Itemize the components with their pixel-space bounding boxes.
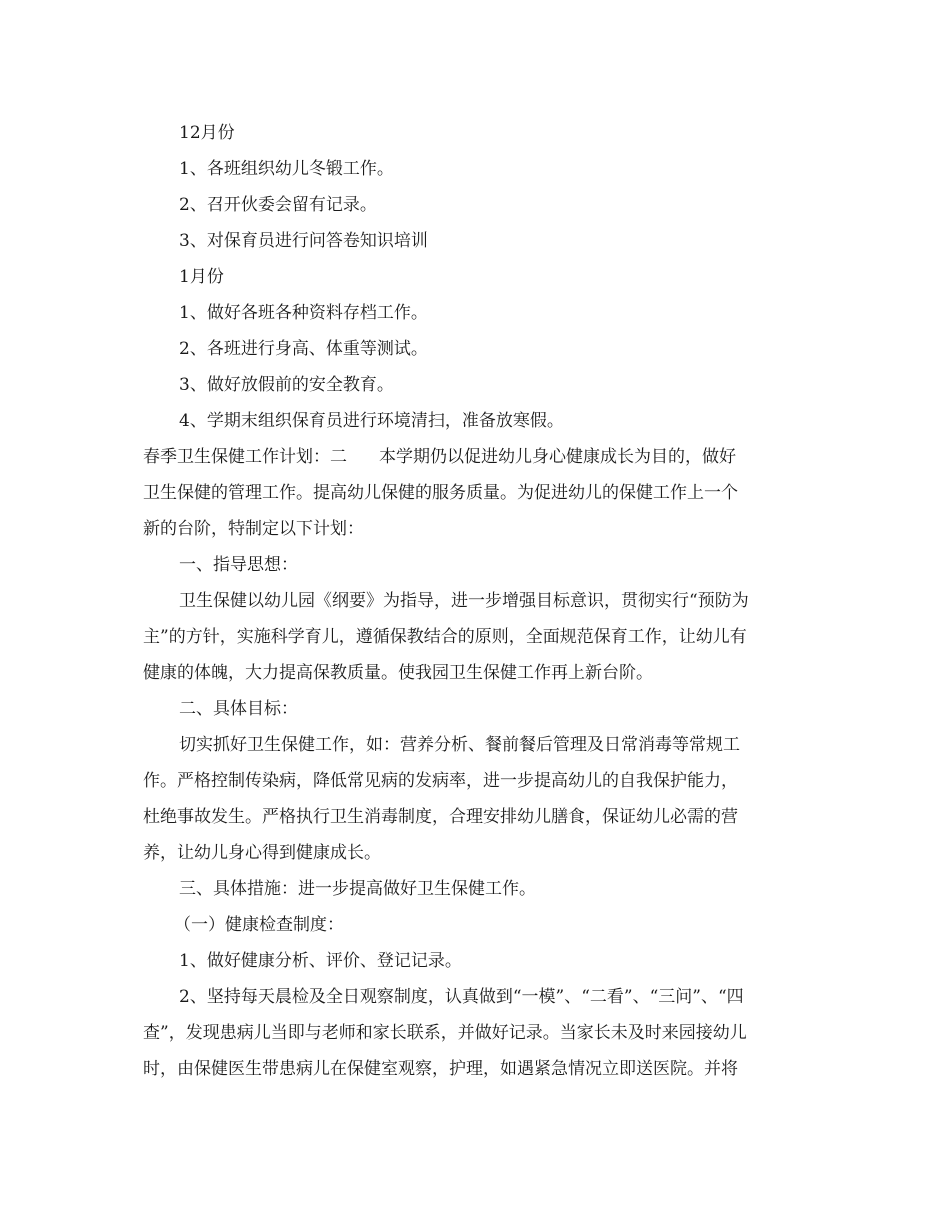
paragraph-line: 切实抓好卫生保健工作，如：营养分析、餐前餐后管理及日常消毒等常规工 — [179, 735, 740, 755]
spring-intro: 本学期仍以促进幼儿身心健康成长为目的，做好 — [379, 447, 736, 467]
section-heading: 三、具体措施：进一步提高做好卫生保健工作。 — [179, 879, 536, 899]
jan-item: 4、学期末组织保育员进行环境清扫，准备放寒假。 — [179, 411, 564, 431]
section-heading: 一、指导思想： — [179, 555, 298, 575]
dec-item: 2、召开伙委会留有记录。 — [179, 195, 377, 215]
dec-item: 1、各班组织幼儿冬锻工作。 — [179, 159, 394, 179]
spring-intro: 卫生保健的管理工作。提高幼儿保健的服务质量。为促进幼儿的保健工作上一个 — [143, 483, 738, 503]
spring-title-line — [143, 445, 736, 469]
paragraph-line: 时，由保健医生带患病儿在保健室观察，护理，如遇紧急情况立即送医院。并将 — [143, 1059, 738, 1079]
list-item: 1、做好健康分析、评价、登记记录。 — [179, 951, 462, 971]
paragraph-line: 杜绝事故发生。严格执行卫生消毒制度，合理安排幼儿膳食，保证幼儿必需的营 — [143, 807, 738, 827]
jan-item: 1、做好各班各种资料存档工作。 — [179, 303, 428, 323]
paragraph-line: 主”的方针，实施科学育儿，遵循保教结合的原则，全面规范保育工作，让幼儿有 — [143, 627, 747, 647]
jan-item: 2、各班进行身高、体重等测试。 — [179, 339, 428, 359]
paragraph-line: 养，让幼儿身心得到健康成长。 — [143, 843, 381, 863]
dec-item: 3、对保育员进行问答卷知识培训 — [179, 231, 428, 251]
paragraph-line: 卫生保健以幼儿园《纲要》为指导，进一步增强目标意识，贯彻实行“预防为 — [179, 591, 749, 611]
paragraph-line: 健康的体魄，大力提高保教质量。使我园卫生保健工作再上新台阶。 — [143, 663, 653, 683]
subsection-heading: （一）健康检查制度： — [174, 915, 344, 935]
dec-heading: 12月份 — [179, 123, 235, 143]
jan-heading: 1月份 — [179, 267, 224, 287]
spring-intro: 新的台阶，特制定以下计划： — [143, 519, 364, 539]
paragraph-line: 作。严格控制传染病，降低常见病的发病率，进一步提高幼儿的自我保护能力， — [143, 771, 738, 791]
spring-title: 春季卫生保健工作计划：二 — [143, 447, 347, 467]
section-heading: 二、具体目标： — [179, 699, 298, 719]
jan-item: 3、做好放假前的安全教育。 — [179, 375, 394, 395]
paragraph-line: 2、坚持每天晨检及全日观察制度，认真做到“一模”、“二看”、“三问”、“四 — [179, 987, 744, 1007]
paragraph-line: 查”，发现患病儿当即与老师和家长联系，并做好记录。当家长未及时来园接幼儿 — [143, 1023, 747, 1043]
